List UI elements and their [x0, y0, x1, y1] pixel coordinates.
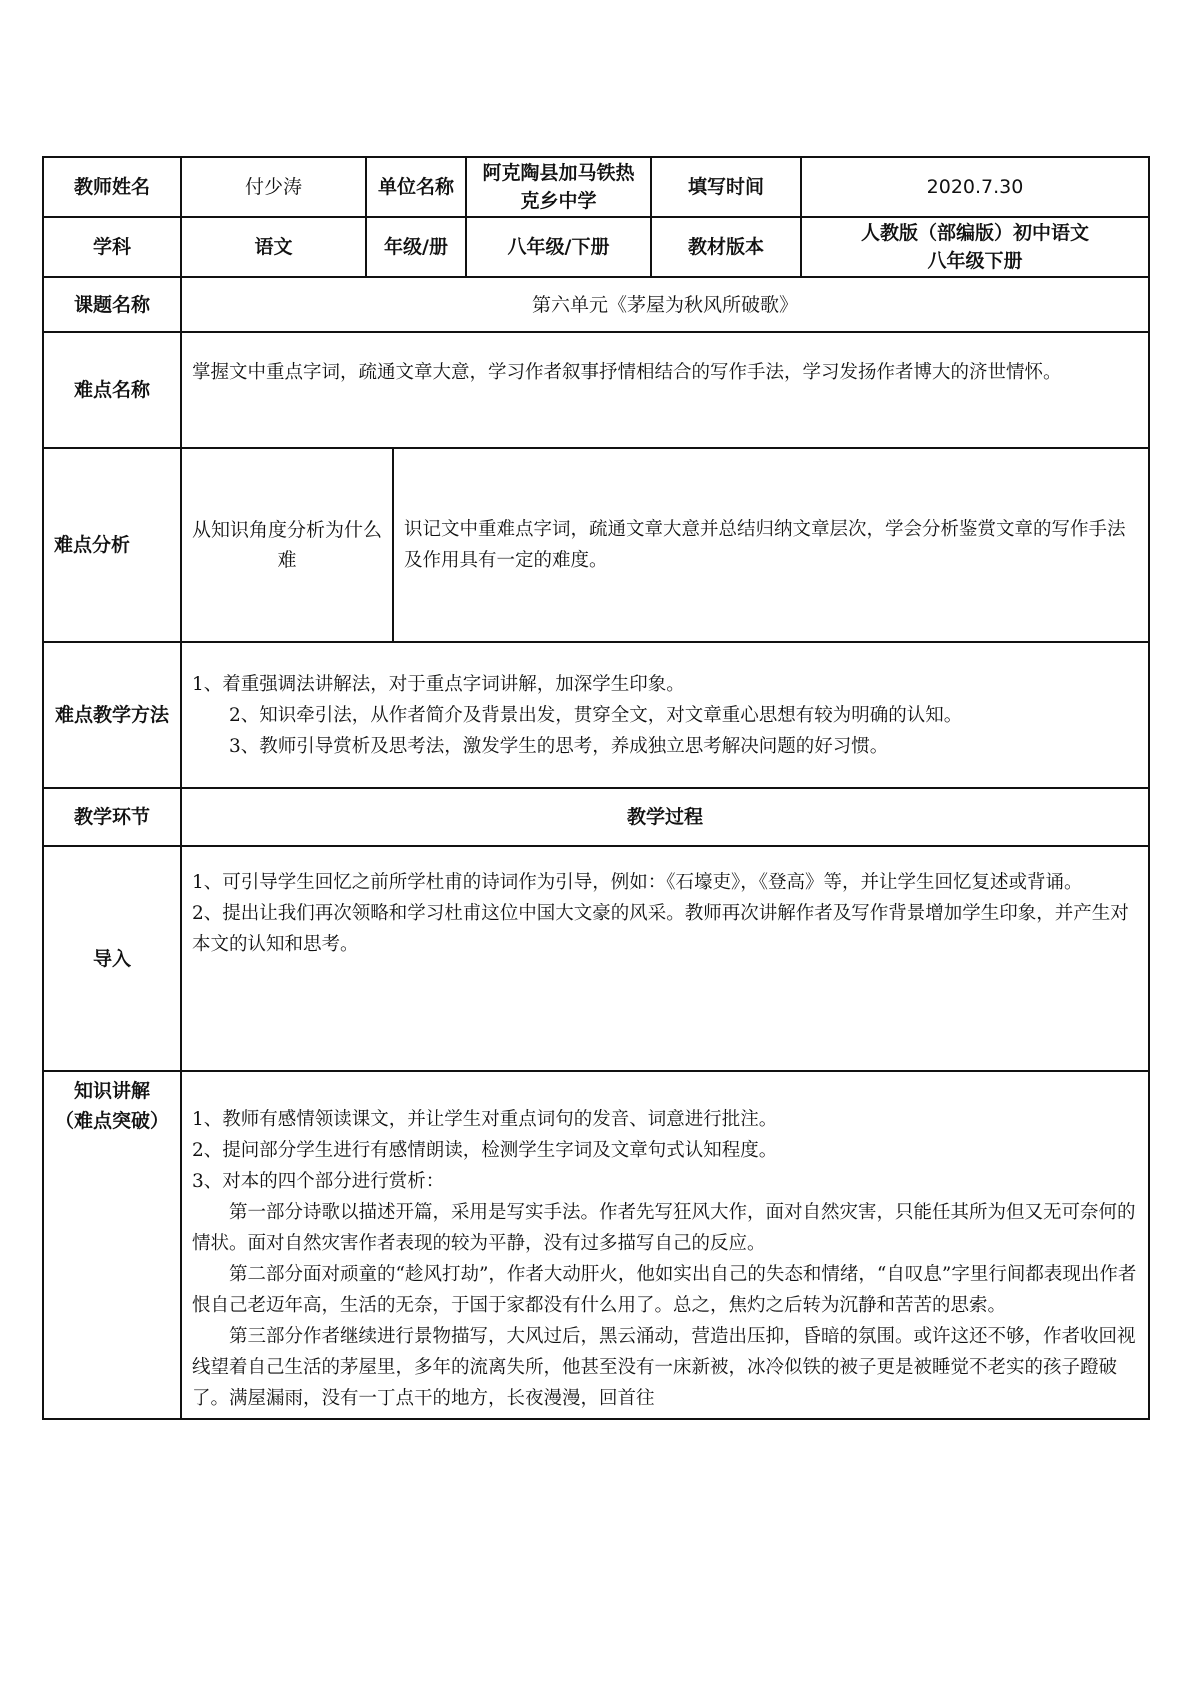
intro-item-2: 2、提出让我们再次领略和学习杜甫这位中国大文豪的风采。教师再次讲解作者及写作背景增加学生印象，并产生对本文的认知和思考。 [192, 903, 1129, 955]
method-item-2: 2、知识牵引法，从作者简介及背景出发，贯穿全文，对文章重心思想有较为明确的认知。 [229, 704, 963, 726]
unit-value-line-1: 阿克陶县加马铁热 [482, 162, 635, 184]
header-row-2 [43, 217, 1149, 277]
intro-item-1: 1、可引导学生回忆之前所学杜甫的诗词作为引导，例如：《石壕吏》，《登高》等，并让学生回忆复述或背诵。 [192, 872, 1083, 893]
header-row-1 [43, 157, 1149, 217]
unit-value [466, 157, 651, 217]
subject-value: 语文 [181, 217, 366, 277]
intro-label: 导入 [43, 846, 181, 1071]
edition-value [801, 217, 1149, 277]
knowledge-item-1: 1、教师有感情领读课文，并让学生对重点词句的发音、词意进行批注。 [192, 1109, 778, 1130]
teacher-label: 教师姓名 [43, 157, 181, 217]
date-label: 填写时间 [651, 157, 801, 217]
knowledge-row [43, 1071, 1149, 1419]
method-item-3: 3、教师引导赏析及思考法，激发学生的思考，养成独立思考解决问题的好习惯。 [229, 735, 889, 757]
edition-label: 教材版本 [651, 217, 801, 277]
process-step-label: 教学环节 [43, 788, 181, 846]
analysis-row [43, 448, 1149, 642]
method-row [43, 642, 1149, 788]
process-header-row [43, 788, 1149, 846]
method-value [181, 642, 1149, 788]
difficulty-row [43, 332, 1149, 448]
knowledge-item-3: 3、对本的四个部分进行赏析： [192, 1171, 445, 1192]
edition-value-line-2: 八年级下册 [927, 250, 1023, 272]
analysis-sub-label: 从知识角度分析为什么难 [182, 449, 393, 641]
difficulty-label: 难点名称 [43, 332, 181, 448]
analysis-value: 识记文中重难点字词，疏通文章大意并总结归纳文章层次，学会分析鉴赏文章的写作手法及作用具有一定的难度。 [404, 519, 1126, 571]
topic-value: 第六单元《茅屋为秋风所破歌》 [181, 277, 1149, 332]
knowledge-paragraph-1: 第一部分诗歌以描述开篇，采用是写实手法。作者先写狂风大作，面对自然灾害，只能任其所为但又无可奈何的情状。面对自然灾害作者表现的较为平静，没有过多描写自己的反应。 [192, 1202, 1136, 1254]
knowledge-label-line-2: （难点突破） [54, 1110, 169, 1132]
subject-label: 学科 [43, 217, 181, 277]
unit-label: 单位名称 [366, 157, 466, 217]
knowledge-paragraph-2: 第二部分面对顽童的“趁风打劫”，作者大动肝火，他如实出自己的失态和情绪，“自叹息”字里行间都表现出作者恨自己老迈年高，生活的无奈，于国于家都没有什么用了。总之，焦灼之后转为沉静和苦苦的思索。 [192, 1264, 1137, 1316]
grade-value: 八年级/下册 [466, 217, 651, 277]
knowledge-value [181, 1071, 1149, 1419]
method-item-1: 1、着重强调法讲解法，对于重点字词讲解，加深学生印象。 [192, 673, 685, 695]
edition-value-line-1: 人教版（部编版）初中语文 [860, 222, 1089, 244]
unit-value-line-2: 克乡中学 [520, 190, 597, 212]
topic-label: 课题名称 [43, 277, 181, 332]
knowledge-item-2: 2、提问部分学生进行有感情朗读，检测学生字词及文章句式认知程度。 [192, 1140, 778, 1161]
lesson-plan-form [42, 156, 1148, 1420]
analysis-label: 难点分析 [43, 448, 181, 642]
lesson-plan-table [42, 156, 1150, 1420]
knowledge-label-line-1: 知识讲解 [73, 1080, 150, 1102]
process-label: 教学过程 [181, 788, 1149, 846]
analysis-inner-table [182, 449, 1148, 641]
teacher-value: 付少涛 [181, 157, 366, 217]
knowledge-paragraph-3: 第三部分作者继续进行景物描写，大风过后，黑云涌动，营造出压抑，昏暗的氛围。或许这还不够，作者收回视线望着自己生活的茅屋里，多年的流离失所，他甚至没有一床新被，冰冷似铁的被子更是被睡觉不老实的孩子蹬破了。满屋漏雨，没有一丁点干的地方，长夜漫漫，回首往 [192, 1326, 1136, 1409]
intro-row [43, 846, 1149, 1071]
analysis-cell [181, 448, 1149, 642]
method-label: 难点教学方法 [43, 642, 181, 788]
intro-value [181, 846, 1149, 1071]
difficulty-value: 掌握文中重点字词，疏通文章大意，学习作者叙事抒情相结合的写作手法，学习发扬作者博大的济世情怀。 [181, 332, 1149, 448]
knowledge-label [43, 1071, 181, 1419]
grade-label: 年级/册 [366, 217, 466, 277]
topic-row [43, 277, 1149, 332]
date-value: 2020.7.30 [801, 157, 1149, 217]
